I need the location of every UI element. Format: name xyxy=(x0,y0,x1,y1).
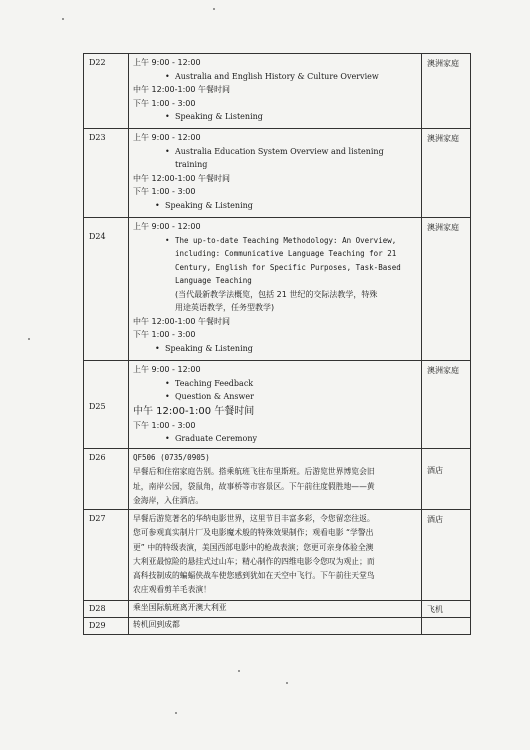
accommodation-cell xyxy=(422,449,470,509)
activity-text: 乘坐国际航班离开澳大利亚 xyxy=(133,603,227,612)
activity-text: 更” 中的特级表演，美国西部电影中的枪战表演；您更可亲身体验全澳 xyxy=(133,542,374,552)
itinerary-table xyxy=(83,53,471,635)
accommodation-label: 澳洲家庭 xyxy=(427,223,459,232)
itinerary-row-d26 xyxy=(84,449,470,510)
session-time: 上午 9:00 - 12:00 xyxy=(133,133,201,142)
accommodation-cell xyxy=(422,129,470,217)
accommodation-cell xyxy=(422,618,470,634)
schedule-cell xyxy=(129,361,422,448)
itinerary-row-d23 xyxy=(84,129,470,218)
accommodation-label: 飞机 xyxy=(427,605,443,614)
activity-text: 大利亚最惊险的悬挂式过山车；精心制作的四维电影令您叹为观止；而 xyxy=(133,556,375,566)
schedule-cell xyxy=(129,618,422,634)
course-item: • Speaking & Listening xyxy=(133,110,417,124)
itinerary-row-d25 xyxy=(84,361,470,449)
activity-text: 金海岸，入住酒店。 xyxy=(133,495,204,505)
course-item: • Speaking & Listening xyxy=(133,342,417,356)
session-time: 下午 1:00 - 3:00 xyxy=(133,420,196,430)
lunch-time: 中午 12:00-1:00 午餐时间 xyxy=(133,173,230,183)
scan-speck xyxy=(286,682,288,684)
lunch-time: 中午 12:00-1:00 午餐时间 xyxy=(133,85,230,94)
day-label: D26 xyxy=(89,453,106,462)
activity-text: 农庄观看剪羊毛表演！ xyxy=(133,585,211,595)
day-cell xyxy=(84,361,129,448)
activity-text: 址，南岸公园，袋鼠角，故事桥等市容景区。下午前往度假胜地——黄 xyxy=(133,481,375,491)
course-item-continued: Language Teaching xyxy=(175,276,252,285)
lunch-time: 中午 12:00-1:00 午餐时间 xyxy=(133,405,255,417)
scan-speck xyxy=(175,712,177,714)
schedule-cell xyxy=(129,54,422,128)
course-item-continued: including: Communicative Language Teaching for 21 xyxy=(175,249,397,258)
scan-speck xyxy=(238,670,240,672)
course-item-continued: training xyxy=(175,160,208,169)
activity-text: 转机回到成都 xyxy=(133,620,180,629)
course-translation: 用途英语教学，任务型教学) xyxy=(175,303,275,312)
activity-text: 早餐后游览著名的华纳电影世界，这里节目丰富多彩，令您留恋往返。 xyxy=(133,514,375,523)
accommodation-cell xyxy=(422,361,470,448)
session-time: 上午 9:00 - 12:00 xyxy=(133,222,201,231)
day-label: D24 xyxy=(89,232,106,241)
course-item: • Question & Answer xyxy=(133,390,417,404)
course-item: • Australia and English History & Culture Overview xyxy=(133,70,417,84)
accommodation-label: 酒店 xyxy=(427,515,443,524)
course-translation: (当代最新教学法概览，包括 21 世纪的交际法教学，特殊 xyxy=(175,289,378,299)
accommodation-cell xyxy=(422,218,470,360)
course-item-continued: Century, English for Specific Purposes, Task-Based xyxy=(175,262,401,272)
schedule-cell xyxy=(129,129,422,217)
accommodation-label: 澳洲家庭 xyxy=(427,134,459,143)
course-item: • Teaching Feedback xyxy=(133,377,417,391)
accommodation-label: 澳洲家庭 xyxy=(427,366,459,375)
course-item: • Speaking & Listening xyxy=(133,199,417,213)
flight-number: QF506 (0735/0905) xyxy=(133,453,210,462)
day-cell xyxy=(84,449,129,509)
itinerary-row-d22 xyxy=(84,54,470,129)
scan-speck xyxy=(28,338,30,340)
schedule-cell xyxy=(129,218,422,360)
session-time: 下午 1:00 - 3:00 xyxy=(133,187,196,196)
day-label: D25 xyxy=(89,402,106,411)
itinerary-row-d27 xyxy=(84,510,470,601)
schedule-cell xyxy=(129,449,422,509)
day-cell xyxy=(84,54,129,128)
day-label: D23 xyxy=(89,133,106,142)
day-label: D27 xyxy=(89,514,106,523)
day-cell xyxy=(84,218,129,360)
day-cell xyxy=(84,129,129,217)
itinerary-row-d29 xyxy=(84,618,470,634)
activity-text: 高科技制成的蝙蝠侠战车使您感到犹如在天空中飞行。下午前往天堂鸟 xyxy=(133,571,375,581)
day-cell xyxy=(84,618,129,634)
accommodation-cell xyxy=(422,601,470,617)
accommodation-cell xyxy=(422,54,470,128)
lunch-time: 中午 12:00-1:00 午餐时间 xyxy=(133,316,230,326)
itinerary-row-d24 xyxy=(84,218,470,361)
itinerary-row-d28 xyxy=(84,601,470,618)
accommodation-label: 酒店 xyxy=(427,466,443,475)
session-time: 下午 1:00 - 3:00 xyxy=(133,98,196,108)
activity-text: 您可参观真实制片厂及电影魔术般的特殊效果制作；观看电影 “学警出 xyxy=(133,528,374,538)
day-label: D28 xyxy=(89,604,106,613)
schedule-cell xyxy=(129,601,422,617)
accommodation-cell xyxy=(422,510,470,600)
session-time: 上午 9:00 - 12:00 xyxy=(133,58,201,67)
session-time: 下午 1:00 - 3:00 xyxy=(133,330,196,339)
course-item: • Graduate Ceremony xyxy=(133,432,417,446)
scan-speck xyxy=(62,18,64,20)
scan-speck xyxy=(213,8,215,10)
day-cell xyxy=(84,601,129,617)
day-label: D22 xyxy=(89,58,106,67)
course-item: • The up-to-date Teaching Methodology: An Overview, xyxy=(133,234,417,248)
accommodation-label: 澳洲家庭 xyxy=(427,59,459,68)
session-time: 上午 9:00 - 12:00 xyxy=(133,365,201,374)
day-cell xyxy=(84,510,129,600)
activity-text: 早餐后和住宿家庭告别。搭乘航班飞往布里斯班。后游览世界博览会旧 xyxy=(133,467,375,477)
course-item: • Australia Education System Overview and listening xyxy=(133,145,417,159)
day-label: D29 xyxy=(89,621,106,630)
schedule-cell xyxy=(129,510,422,600)
